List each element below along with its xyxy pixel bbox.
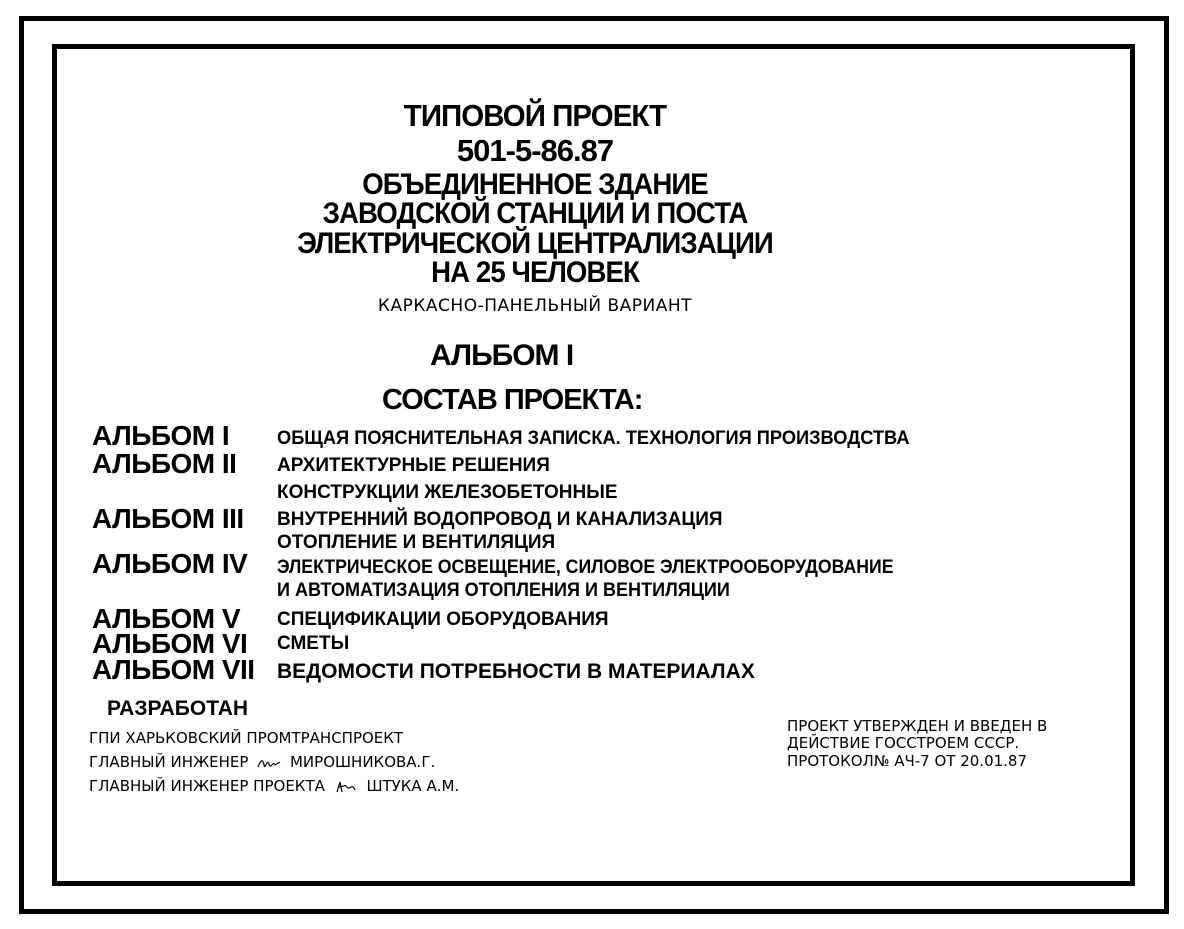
title-block [230,100,840,316]
project-name-line-4: НА 25 ЧЕЛОВЕК [431,256,639,290]
album-description: ОБЩАЯ ПОЯСНИТЕЛЬНАЯ ЗАПИСКА. ТЕХНОЛОГИЯ ПРОИЗВОДСТВА [277,428,910,449]
chief-engineer-name: МИРОШНИКОВА.Г. [289,753,436,771]
project-engineer-role: ГЛАВНЫЙ ИНЖЕНЕР ПРОЕКТА [89,777,325,795]
title-typical-project: ТИПОВОЙ ПРОЕКТ [403,98,667,133]
album-description: СПЕЦИФИКАЦИИ ОБОРУДОВАНИЯ [277,609,609,630]
project-variant: КАРКАСНО-ПАНЕЛЬНЫЙ ВАРИАНТ [377,295,693,316]
project-name-line-3: ЭЛЕКТРИЧЕСКОЙ ЦЕНТРАЛИЗАЦИИ [297,226,773,260]
album-description: И АВТОМАТИЗАЦИЯ ОТОПЛЕНИЯ И ВЕНТИЛЯЦИИ [277,580,730,601]
chief-engineer-role: ГЛАВНЫЙ ИНЖЕНЕР [89,753,249,771]
album-description: ВЕДОМОСТИ ПОТРЕБНОСТИ В МАТЕРИАЛАХ [277,660,755,683]
signature-icon [334,780,358,794]
album-label: АЛЬБОМ IV [92,548,248,579]
album-description: ВНУТРЕННИЙ ВОДОПРОВОД И КАНАЛИЗАЦИЯ [277,509,723,530]
developed-heading: РАЗРАБОТАН [107,697,249,720]
project-name-line-2: ЗАВОДСКОЙ СТАНЦИИ И ПОСТА [322,197,748,231]
project-engineer-line [89,779,459,794]
album-description: ОТОПЛЕНИЕ И ВЕНТИЛЯЦИЯ [277,532,556,553]
album-description: СМЕТЫ [277,633,350,654]
approval-note [787,718,1047,770]
album-label: АЛЬБОМ VI [92,628,248,659]
album-description: КОНСТРУКЦИИ ЖЕЛЕЗОБЕТОННЫЕ [277,482,618,503]
chief-engineer-line [89,755,435,770]
signature-icon [257,756,281,770]
approval-line-2: ДЕЙСТВИЕ ГОССТРОЕМ СССР. [787,734,1020,753]
album-label: АЛЬБОМ III [92,503,244,534]
approval-line-3: ПРОТОКОЛ№ АЧ-7 ОТ 20.01.87 [787,751,1028,770]
developer-organization: ГПИ ХАРЬКОВСКИЙ ПРОМТРАНСПРОЕКТ [89,729,404,747]
album-description: АРХИТЕКТУРНЫЕ РЕШЕНИЯ [277,455,550,476]
album-heading: АЛЬБОМ I [430,339,574,372]
album-label: АЛЬБОМ V [92,603,241,634]
album-label: АЛЬБОМ II [92,448,237,479]
project-name-line-1: ОБЪЕДИНЕННОЕ ЗДАНИЕ [362,168,708,201]
album-description: ЭЛЕКТРИЧЕСКОЕ ОСВЕЩЕНИЕ, СИЛОВОЕ ЭЛЕКТРООБОРУДОВАНИЕ [277,557,894,578]
album-label: АЛЬБОМ I [92,420,230,451]
project-number: 501-5-86.87 [456,133,614,168]
project-engineer-name: ШТУКА А.М. [366,777,460,795]
album-label: АЛЬБОМ VII [92,654,255,685]
approval-line-1: ПРОЕКТ УТВЕРЖДЕН И ВВЕДЕН В [787,717,1048,735]
composition-heading: СОСТАВ ПРОЕКТА: [382,384,643,416]
